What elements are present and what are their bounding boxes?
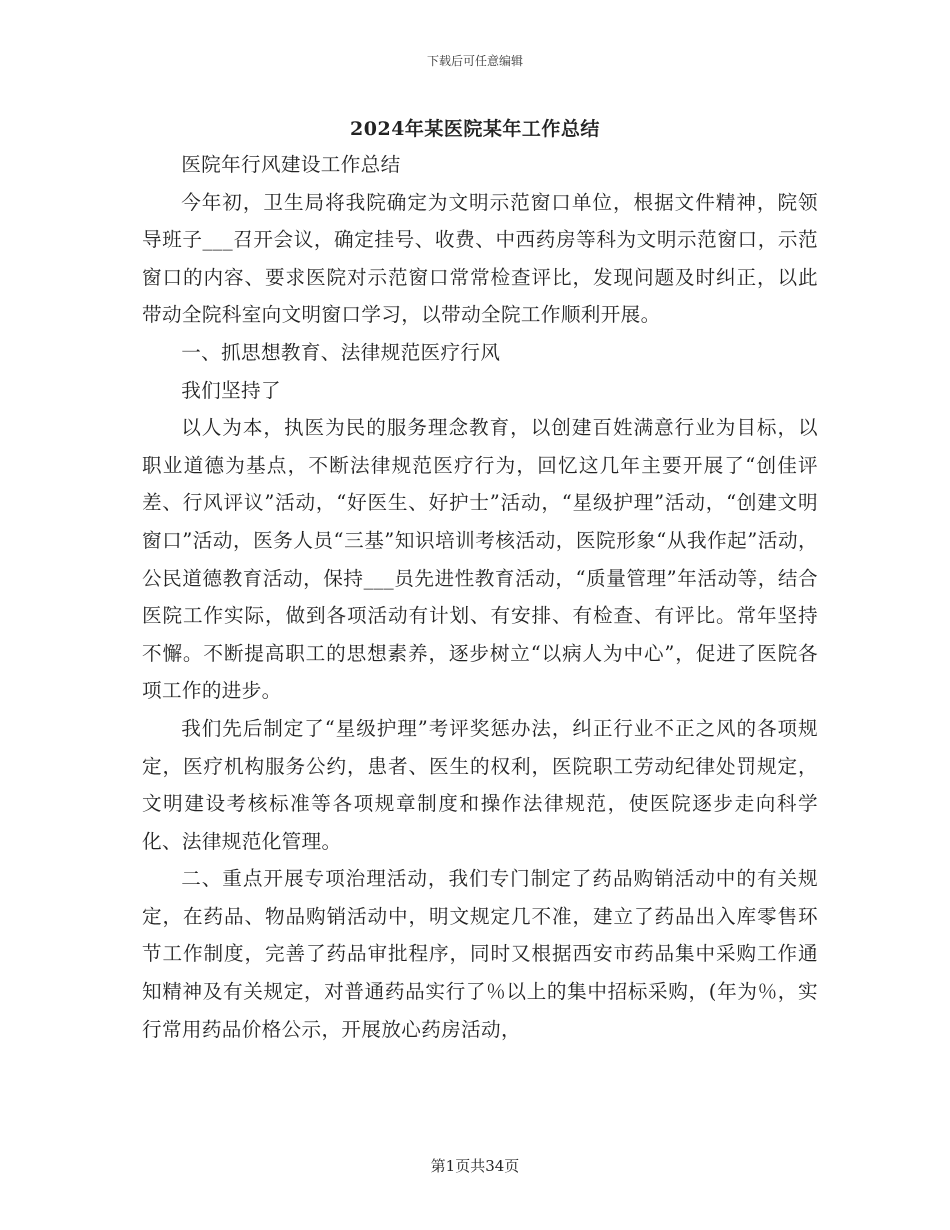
paragraph-subtitle: 医院年行风建设工作总结 (181, 153, 401, 176)
section-heading-2-paragraph: 二、重点开展专项治理活动，我们专门制定了药品购销活动中的有关规定，在药品、物品购销活动中，明文规定几不准，建立了药品出入库零售环节工作制度，完善了药品审批程序，同时又根据西安市药品集中采购工作通知精神及有关规定，对普通药品实行了％以上的集中招标采购，(年为％，实行常用药品价格公示，开展放心药房活动， (142, 867, 818, 1041)
document-title: 2024年某医院某年工作总结 (350, 118, 600, 140)
document-body (142, 146, 818, 1048)
paragraph: 我们先后制定了“星级护理”考评奖惩办法，纠正行业不正之风的各项规定，医疗机构服务公约，患者、医生的权利，医院职工劳动纪律处罚规定，文明建设考核标准等各项规章制度和操作法律规范，使医院逐步走向科学化、法律规范化管理。 (142, 716, 818, 853)
section-heading-1: 一、抓思想教育、法律规范医疗行风 (181, 340, 501, 364)
page-header-note: 下载后可任意编辑 (426, 54, 523, 68)
paragraph-intro: 今年初，卫生局将我院确定为文明示范窗口单位，根据文件精神，院领导班子___召开会议，确定挂号、收费、中西药房等科为文明示范窗口，示范窗口的内容、要求医院对示范窗口常常检查评比，发现问题及时纠正，以此带动全院科室向文明窗口学习，以带动全院工作顺利开展。 (142, 190, 818, 327)
paragraph: 以人为本，执医为民的服务理念教育，以创建百姓满意行业为目标，以职业道德为基点，不断法律规范医疗行为，回忆这几年主要开展了“创佳评差、行风评议”活动，“好医生、好护士”活动，“星级护理”活动，“创建文明窗口”活动，医务人员“三基”知识培训考核活动，医院形象“从我作起”活动，公民道德教育活动，保持___员先进性教育活动，“质量管理”年活动等，结合医院工作实际，做到各项活动有计划、有安排、有检查、有评比。常年坚持不懈。不断提高职工的思想素养，逐步树立“以病人为中心”，促进了医院各项工作的进步。 (142, 416, 818, 703)
page-footer-number: 第1页共34页 (430, 1157, 520, 1175)
paragraph: 我们坚持了 (181, 378, 281, 402)
